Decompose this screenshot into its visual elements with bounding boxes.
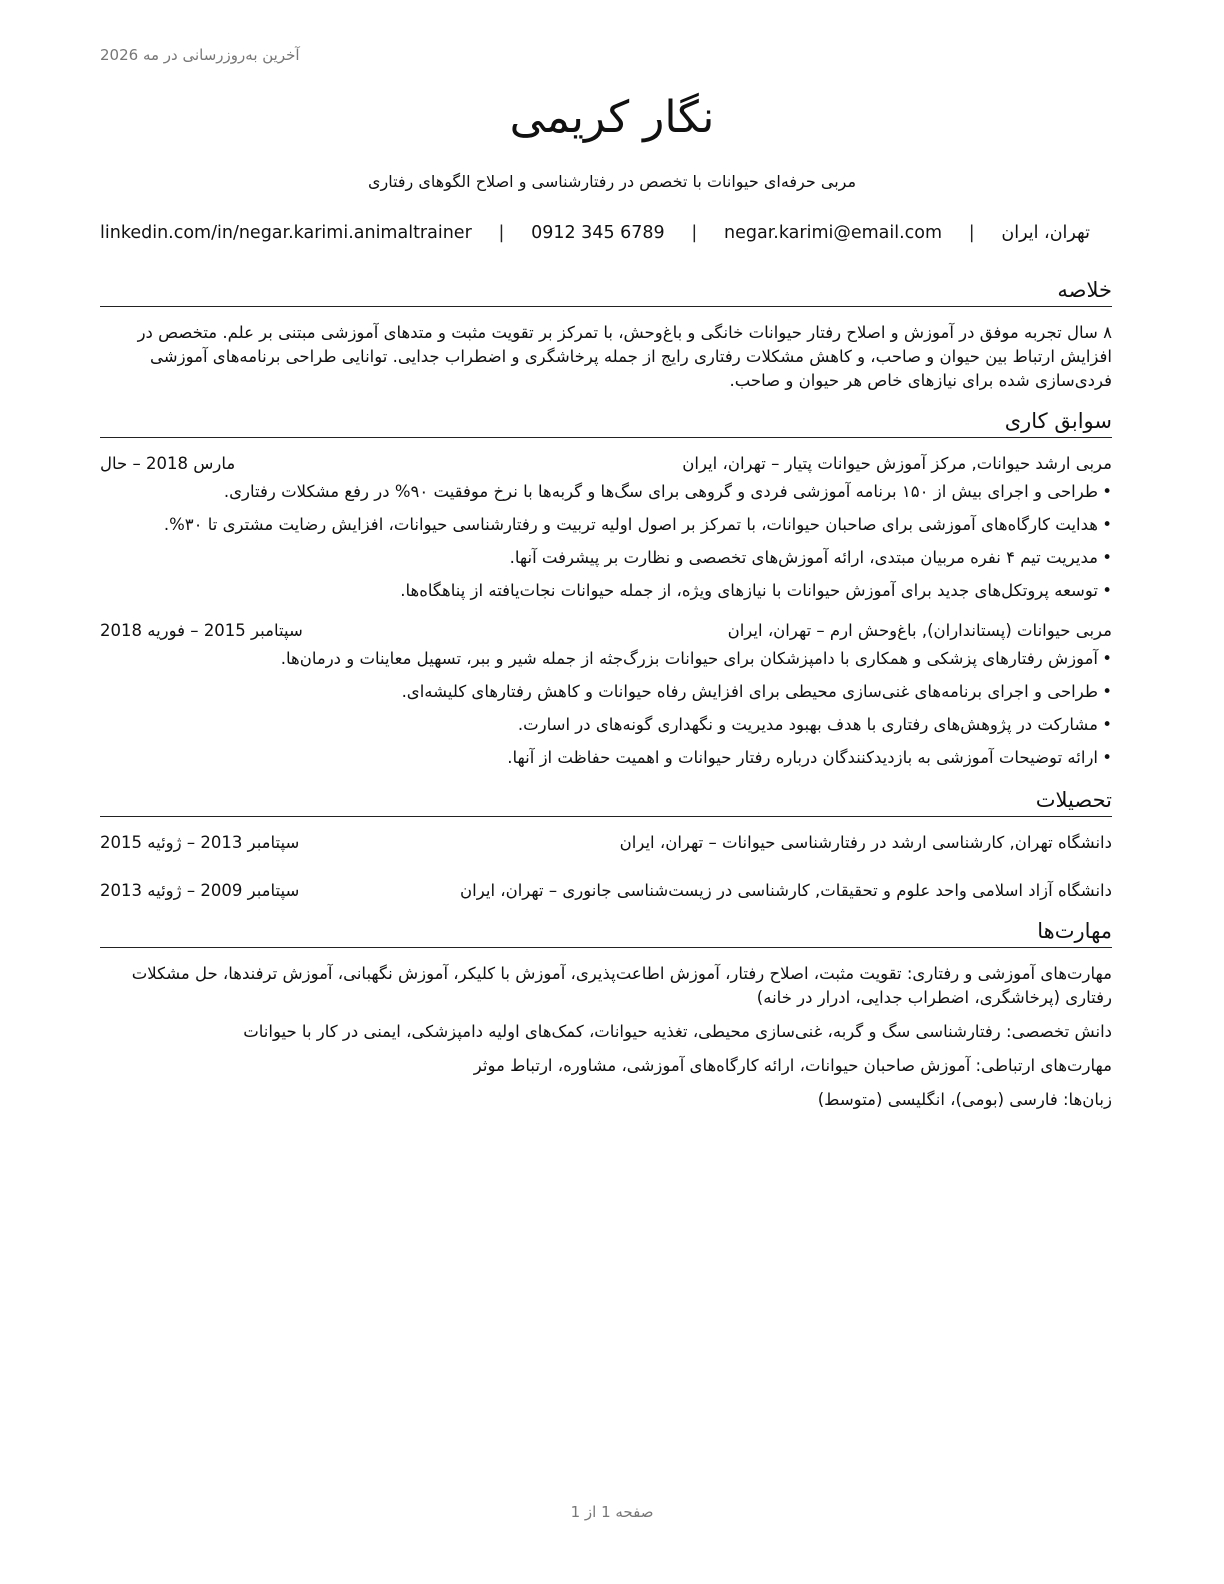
job-bullet: • مدیریت تیم ۴ نفره مربیان مبتدی، ارائه آموزش‌های تخصصی و نظارت بر پیشرفت آنها.	[100, 546, 1112, 570]
page-number: صفحه 1 از 1	[570, 1503, 654, 1521]
contact-separator: |	[498, 223, 505, 243]
job-entry	[100, 452, 1112, 603]
contact-linkedin[interactable]: linkedin.com/in/negar.karimi.animaltrainer	[100, 223, 472, 243]
experience-heading: سوابق کاری	[100, 407, 1112, 438]
job-bullet: • طراحی و اجرای بیش از ۱۵۰ برنامه آموزشی فردی و گروهی برای سگ‌ها و گربه‌ها با نرخ موفقیت ۹۰% در رفع مشکلات رفتاری.	[100, 480, 1112, 504]
skill-line: مهارت‌های آموزشی و رفتاری: تقویت مثبت، اصلاح رفتار، آموزش اطاعت‌پذیری، آموزش با کلیکر، آموزش نگهبانی، آموزش ترفندها، حل مشکلات رفتاری (پرخاشگری، اضطراب جدایی، ادرار در خانه)	[131, 964, 1112, 1007]
summary-text: ۸ سال تجربه موفق در آموزش و اصلاح رفتار حیوانات خانگی و باغ‌وحش، با تمرکز بر تقویت مثبت و متدهای آموزشی مبتنی بر علم. متخصص در افزایش ارتباط بین حیوان و صاحب، و کاهش مشکلات رفتاری رایج از جمله پرخاشگری و اضطراب جدایی. توانایی طراحی برنامه‌های آموزشی فردی‌سازی شده برای نیازهای خاص هر حیوان و صاحب.	[137, 323, 1112, 390]
job-bullet: • طراحی و اجرای برنامه‌های غنی‌سازی محیطی برای افزایش رفاه حیوانات و کاهش رفتارهای کلیشه‌ای.	[100, 680, 1112, 704]
skill-line: مهارت‌های ارتباطی: آموزش صاحبان حیوانات، ارائه کارگاه‌های آموزشی، مشاوره، ارتباط موثر	[473, 1056, 1112, 1075]
contact-location: تهران، ایران	[1001, 223, 1090, 243]
contact-phone[interactable]: 0912 345 6789	[531, 223, 665, 243]
education-degree: دانشگاه آزاد اسلامی واحد علوم و تحقیقات, کارشناسی در زیست‌شناسی جانوری – تهران، ایران	[460, 881, 1112, 900]
summary-heading: خلاصه	[100, 276, 1112, 307]
job-bullet: • ارائه توضیحات آموزشی به بازدیدکنندگان درباره رفتار حیوانات و اهمیت حفاظت از آنها.	[100, 746, 1112, 770]
education-degree: دانشگاه تهران, کارشناسی ارشد در رفتارشناسی حیوانات – تهران، ایران	[619, 833, 1112, 852]
contact-email[interactable]: negar.karimi@email.com	[724, 223, 943, 243]
candidate-name: نگار کریمی	[509, 92, 715, 143]
job-header	[100, 452, 1112, 476]
education-entry	[100, 879, 1112, 903]
job-bullets	[100, 647, 1112, 770]
job-bullet: • توسعه پروتکل‌های جدید برای آموزش حیوانات با نیازهای ویژه، از جمله حیوانات نجات‌یافته از پناهگاه‌ها.	[100, 579, 1112, 603]
job-dates: مارس 2018 – حال	[100, 454, 236, 473]
job-bullet: • آموزش رفتارهای پزشکی و همکاری با دامپزشکان برای حیوانات بزرگ‌جثه از جمله شیر و ببر، تسهیل معاینات و درمان‌ها.	[100, 647, 1112, 671]
skill-line: دانش تخصصی: رفتارشناسی سگ و گربه، غنی‌سازی محیطی، تغذیه حیوانات، کمک‌های اولیه دامپزشکی، ایمنی در کار با حیوانات	[243, 1022, 1112, 1041]
job-bullet: • هدایت کارگاه‌های آموزشی برای صاحبان حیوانات، با تمرکز بر اصول اولیه تربیت و رفتارشناسی حیوانات، افزایش رضایت مشتری تا ۳۰%.	[100, 513, 1112, 537]
job-bullet: • مشارکت در پژوهش‌های رفتاری با هدف بهبود مدیریت و نگهداری گونه‌های در اسارت.	[100, 713, 1112, 737]
job-title: مربی حیوانات (پستانداران), باغ‌وحش ارم – تهران، ایران	[727, 621, 1112, 640]
education-entry	[100, 831, 1112, 855]
education-dates: سپتامبر 2009 – ژوئیه 2013	[100, 881, 300, 900]
skill-line: زبان‌ها: فارسی (بومی)، انگلیسی (متوسط)	[817, 1090, 1112, 1109]
contact-separator: |	[968, 223, 975, 243]
resume-body	[100, 276, 1112, 1122]
job-bullets	[100, 480, 1112, 603]
contact-line	[100, 223, 1090, 243]
job-entry	[100, 619, 1112, 770]
education-heading: تحصیلات	[100, 786, 1112, 817]
job-dates: سپتامبر 2015 – فوریه 2018	[100, 621, 303, 640]
job-title: مربی ارشد حیوانات, مرکز آموزش حیوانات پتیار – تهران، ایران	[682, 454, 1112, 473]
skills-heading: مهارت‌ها	[100, 917, 1112, 948]
job-header	[100, 619, 1112, 643]
education-dates: سپتامبر 2013 – ژوئیه 2015	[100, 833, 300, 852]
contact-separator: |	[691, 223, 698, 243]
last-updated-note: آخرین به‌روزرسانی در مه 2026	[100, 46, 300, 64]
candidate-headline: مربی حرفه‌ای حیوانات با تخصص در رفتارشناسی و اصلاح الگوهای رفتاری	[367, 172, 857, 191]
